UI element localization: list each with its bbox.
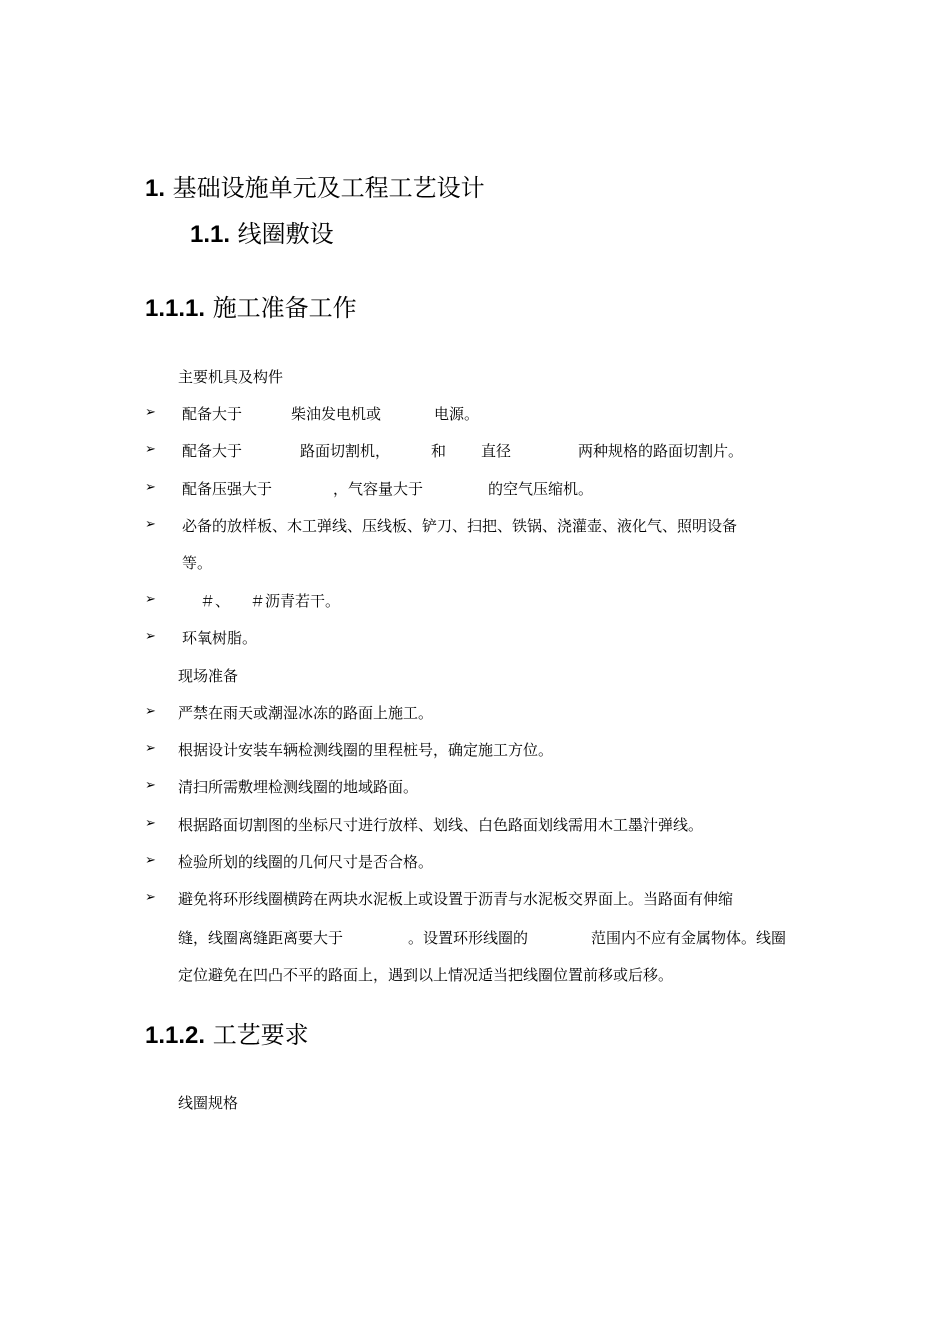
list-item-text: 的空气压缩机。 bbox=[488, 480, 594, 498]
list-item-text: 缝，线圈离缝距离要大于 bbox=[178, 929, 344, 947]
heading-3-title: 工艺要求 bbox=[212, 1021, 309, 1049]
list-item-text: 直径 bbox=[481, 442, 512, 460]
heading-1-number: 1. bbox=[145, 175, 166, 202]
bullet-icon: ➢ bbox=[145, 405, 156, 420]
subheading-coil-spec: 线圈规格 bbox=[178, 1094, 239, 1112]
bullet-icon: ➢ bbox=[145, 442, 156, 457]
list-item-text: 严禁在雨天或潮湿冰冻的路面上施工。 bbox=[178, 704, 434, 722]
bullet-icon: ➢ bbox=[145, 517, 156, 532]
list-item-text: ＃沥青若干。 bbox=[250, 592, 341, 610]
list-item-text: 电源。 bbox=[434, 405, 480, 423]
list-item-text: 柴油发电机或 bbox=[291, 405, 382, 423]
list-item-text: 根据设计安装车辆检测线圈的里程桩号，确定施工方位。 bbox=[178, 741, 554, 759]
list-item-text: 配备大于 bbox=[182, 442, 243, 460]
heading-2-number: 1.1. bbox=[190, 221, 231, 248]
list-item-text: 环氧树脂。 bbox=[182, 629, 258, 647]
heading-3-title: 施工准备工作 bbox=[212, 294, 357, 322]
bullet-icon: ➢ bbox=[145, 853, 156, 868]
heading-2-title: 线圈敷设 bbox=[237, 220, 334, 248]
bullet-icon: ➢ bbox=[145, 890, 156, 905]
bullet-icon: ➢ bbox=[145, 480, 156, 495]
list-item-text: 定位避免在凹凸不平的路面上，遇到以上情况适当把线圈位置前移或后移。 bbox=[178, 966, 674, 984]
list-item-text: ，气容量大于 bbox=[333, 480, 424, 498]
heading-3-preparation bbox=[145, 288, 357, 323]
list-item-text: 。设置环形线圈的 bbox=[408, 929, 529, 947]
list-item-text: 避免将环形线圈横跨在两块水泥板上或设置于沥青与水泥板交界面上。当路面有伸缩 bbox=[178, 890, 734, 908]
subheading-tools: 主要机具及构件 bbox=[178, 368, 284, 386]
list-item-text: 根据路面切割图的坐标尺寸进行放样、划线、白色路面划线需用木工墨汁弹线。 bbox=[178, 816, 704, 834]
heading-1-title: 基础设施单元及工程工艺设计 bbox=[172, 174, 485, 202]
bullet-icon: ➢ bbox=[145, 816, 156, 831]
list-item-text: 检验所划的线圈的几何尺寸是否合格。 bbox=[178, 853, 434, 871]
list-item-text: 配备大于 bbox=[182, 405, 243, 423]
list-item-text: 和 bbox=[431, 442, 447, 460]
list-item-text: 清扫所需敷埋检测线圈的地域路面。 bbox=[178, 778, 419, 796]
list-item-text: 两种规格的路面切割片。 bbox=[578, 442, 744, 460]
heading-3-requirements bbox=[145, 1015, 309, 1050]
bullet-icon: ➢ bbox=[145, 704, 156, 719]
list-item-text: 路面切割机， bbox=[300, 442, 391, 460]
heading-3-number: 1.1.2. bbox=[145, 1022, 206, 1049]
bullet-icon: ➢ bbox=[145, 741, 156, 756]
heading-2 bbox=[190, 214, 334, 249]
subheading-site: 现场准备 bbox=[178, 667, 239, 685]
list-item-text: 配备压强大于 bbox=[182, 480, 273, 498]
list-item-text: 必备的放样板、木工弹线、压线板、铲刀、扫把、铁锅、浇灌壶、液化气、照明设备 bbox=[182, 517, 738, 535]
bullet-icon: ➢ bbox=[145, 629, 156, 644]
bullet-icon: ➢ bbox=[145, 778, 156, 793]
list-item-text: ＃、 bbox=[200, 592, 231, 610]
heading-1 bbox=[145, 168, 485, 203]
list-item-text: 范围内不应有金属物体。线圈 bbox=[591, 929, 787, 947]
list-item-text: 等。 bbox=[182, 554, 213, 572]
heading-3-number: 1.1.1. bbox=[145, 295, 206, 322]
bullet-icon: ➢ bbox=[145, 592, 156, 607]
